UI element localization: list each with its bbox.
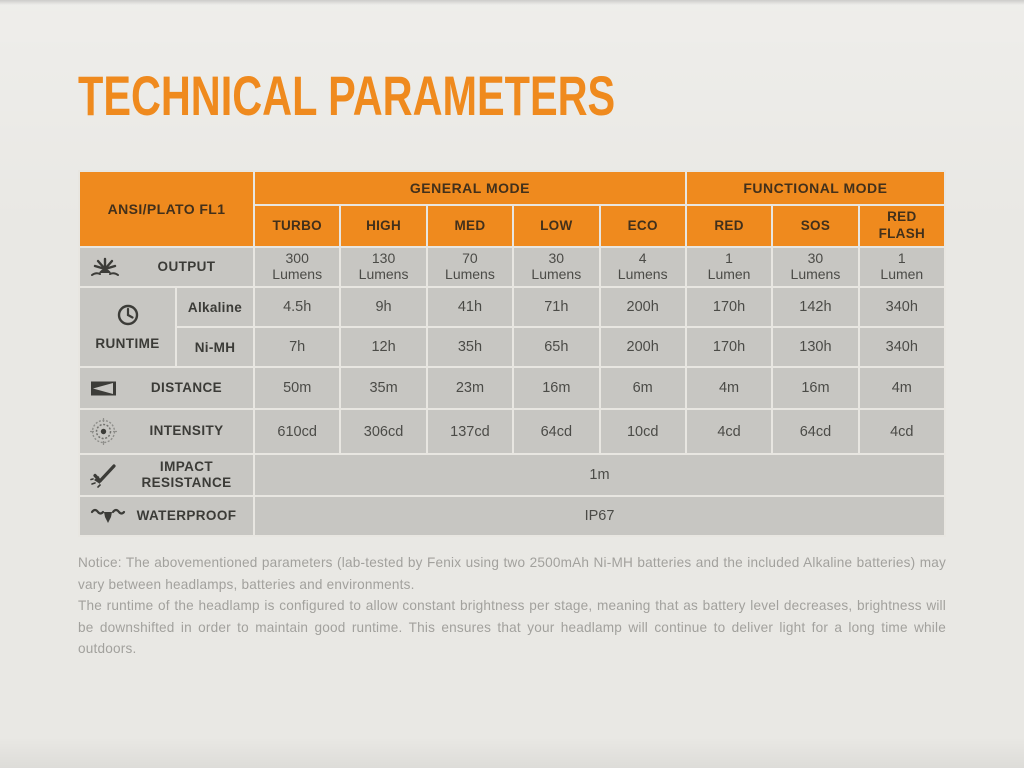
row-label-cell-intensity	[79, 409, 254, 454]
runtime-nimh-value: 340h	[859, 327, 945, 367]
spec-table	[78, 170, 946, 537]
runtime-alkaline-value: 170h	[686, 287, 772, 327]
runtime-nimh-value: 7h	[254, 327, 340, 367]
output-value	[427, 247, 513, 287]
notice-text	[78, 552, 946, 660]
runtime-alkaline-value: 9h	[340, 287, 426, 327]
table-corner-label: ANSI/PLATO FL1	[79, 171, 254, 247]
beam-icon	[90, 380, 128, 397]
intensity-value: 610cd	[254, 409, 340, 454]
distance-value: 6m	[600, 367, 686, 409]
row-label-cell-distance	[79, 367, 254, 409]
output-value	[859, 247, 945, 287]
intensity-value: 10cd	[600, 409, 686, 454]
row-label-waterproof: WATERPROOF	[136, 507, 237, 523]
row-label-cell-output	[79, 247, 254, 287]
page-title: TECHNICAL PARAMETERS	[78, 64, 616, 127]
notice-paragraph-1: Notice: The abovementioned parameters (lab-tested by Fenix using two 2500mAh Ni-MH batteries and the included Alkaline batteries) may vary between headlamps, batteries and environments.	[78, 555, 946, 592]
output-value-number: 30	[548, 250, 565, 267]
runtime-nimh-value: 200h	[600, 327, 686, 367]
clock-icon	[116, 303, 140, 327]
runtime-alkaline-value: 142h	[772, 287, 858, 327]
light-burst-icon	[90, 256, 128, 278]
impact-icon	[90, 463, 128, 488]
row-label-runtime: RUNTIME	[95, 336, 160, 351]
waterproof-value: IP67	[254, 496, 945, 536]
mode-header-eco: ECO	[600, 205, 686, 247]
mode-header-low: LOW	[513, 205, 599, 247]
output-value-unit: Lumens	[617, 266, 668, 282]
distance-value: 23m	[427, 367, 513, 409]
distance-value: 16m	[513, 367, 599, 409]
runtime-alkaline-value: 200h	[600, 287, 686, 327]
mode-header-med: MED	[427, 205, 513, 247]
output-value-number: 1	[725, 250, 733, 267]
distance-value: 4m	[686, 367, 772, 409]
runtime-nimh-value: 35h	[427, 327, 513, 367]
distance-value: 50m	[254, 367, 340, 409]
mode-header-sos: SOS	[772, 205, 858, 247]
output-value	[600, 247, 686, 287]
impact-resistance-value: 1m	[254, 454, 945, 496]
output-value	[254, 247, 340, 287]
runtime-alkaline-value: 71h	[513, 287, 599, 327]
runtime-sublabel-alkaline: Alkaline	[176, 287, 254, 327]
output-value-unit: Lumens	[531, 266, 582, 282]
row-label-impact-resistance: IMPACT RESISTANCE	[141, 458, 232, 490]
mode-header-red-flash: RED FLASH	[859, 205, 945, 247]
output-value-number: 30	[807, 250, 824, 267]
row-label-intensity: INTENSITY	[149, 423, 224, 439]
runtime-alkaline-value: 340h	[859, 287, 945, 327]
mode-header-turbo: TURBO	[254, 205, 340, 247]
mode-header-high: HIGH	[340, 205, 426, 247]
target-icon	[90, 418, 128, 445]
output-value-unit: Lumens	[358, 266, 409, 282]
output-value-unit: Lumens	[272, 266, 323, 282]
runtime-alkaline-value: 41h	[427, 287, 513, 327]
runtime-alkaline-value: 4.5h	[254, 287, 340, 327]
output-value-number: 130	[371, 250, 396, 267]
output-value	[513, 247, 599, 287]
runtime-nimh-value: 65h	[513, 327, 599, 367]
output-value-unit: Lumen	[707, 266, 751, 282]
row-label-cell-impact-resistance	[79, 454, 254, 496]
mode-header-red: RED	[686, 205, 772, 247]
row-label-cell-waterproof	[79, 496, 254, 536]
intensity-value: 137cd	[427, 409, 513, 454]
output-value-number: 4	[638, 250, 647, 267]
output-value-number: 300	[285, 250, 309, 267]
output-value	[772, 247, 858, 287]
output-value-number: 1	[897, 250, 906, 267]
output-value-number: 70	[462, 250, 478, 267]
output-value	[340, 247, 426, 287]
runtime-nimh-value: 170h	[686, 327, 772, 367]
output-value-unit: Lumens	[445, 266, 495, 282]
intensity-value: 4cd	[859, 409, 945, 454]
distance-value: 4m	[859, 367, 945, 409]
water-icon	[90, 506, 128, 526]
distance-value: 16m	[772, 367, 858, 409]
group-header-functional-mode: FUNCTIONAL MODE	[686, 171, 945, 205]
output-value-unit: Lumens	[790, 266, 841, 282]
output-value	[686, 247, 772, 287]
group-header-general-mode: GENERAL MODE	[254, 171, 686, 205]
runtime-sublabel-nimh: Ni-MH	[176, 327, 254, 367]
row-label-cell-runtime	[79, 287, 176, 367]
distance-value: 35m	[340, 367, 426, 409]
intensity-value: 4cd	[686, 409, 772, 454]
row-label-distance: DISTANCE	[150, 379, 223, 395]
row-label-output: OUTPUT	[157, 258, 216, 274]
intensity-value: 64cd	[772, 409, 858, 454]
runtime-nimh-value: 12h	[340, 327, 426, 367]
runtime-nimh-value: 130h	[772, 327, 858, 367]
intensity-value: 306cd	[340, 409, 426, 454]
notice-paragraph-2: The runtime of the headlamp is configured to allow constant brightness per stage, meaning that as battery level decreases, brightness will be downshifted in order to maintain good runtime. This ensures that your headlamp will continue to deliver light for a long time while outdoors.	[78, 598, 946, 656]
intensity-value: 64cd	[513, 409, 599, 454]
output-value-unit: Lumen	[880, 266, 924, 282]
